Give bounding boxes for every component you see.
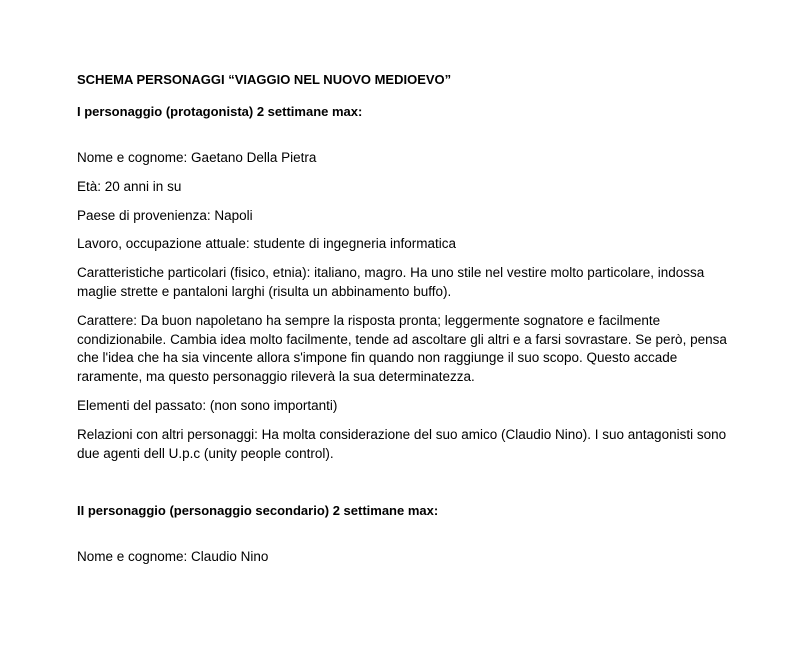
field-name: Nome e cognome: Gaetano Della Pietra — [77, 150, 317, 165]
document-title: SCHEMA PERSONAGGI “VIAGGIO NEL NUOVO MEDIOEVO” — [77, 72, 452, 87]
section-heading-secondary: II personaggio (personaggio secondario) 2 settimane max: — [77, 503, 439, 519]
field-occupation: Lavoro, occupazione attuale: studente di ingegneria informatica — [77, 236, 456, 252]
field-age: Età: 20 anni in su — [77, 178, 182, 194]
document-body — [77, 71, 727, 577]
section-heading-protagonist: I personaggio (protagonista) 2 settimane max: — [77, 104, 363, 119]
field-characteristics: Caratteristiche particolari (fisico, etnia): italiano, magro. Ha uno stile nel vestire molto particolare, indossa maglie strette e pantaloni larghi (risulta un abbinamento buffo). — [77, 265, 705, 299]
field-relations: Relazioni con altri personaggi: Ha molta considerazione del suo amico (Claudio Nino). I suo antagonisti sono due agenti dell U.p.c (unity people control). — [77, 426, 727, 461]
field-character: Carattere: Da buon napoletano ha sempre la risposta pronta; leggermente sognatore e facilmente condizionabile. Cambia idea molto facilmente, tende ad ascoltare gli altri e a farsi sovrastare. Se però, pensa che l'idea che ha sia vincente allora s'impone fin quando non raggiunge il suo scopo. Questo accade raramente, ma questo personaggio rileverà la sua determinatezza. — [77, 312, 727, 385]
field-origin: Paese di provenienza: Napoli — [77, 207, 253, 223]
field-name-secondary: Nome e cognome: Claudio Nino — [77, 549, 269, 565]
field-past: Elementi del passato: (non sono importanti) — [77, 397, 338, 413]
